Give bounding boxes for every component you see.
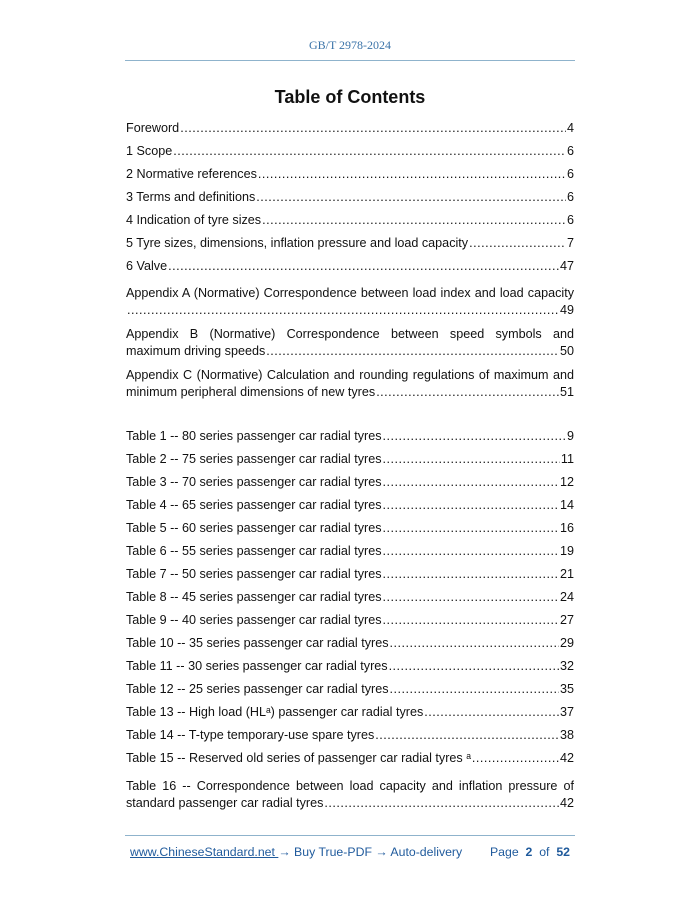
dot-leader (262, 212, 566, 229)
toc-entry-label: minimum peripheral dimensions of new tyres (126, 385, 376, 399)
dot-leader (173, 143, 566, 160)
dot-leader (383, 497, 559, 514)
toc-entry-page: 49 (559, 303, 574, 317)
dot-leader (390, 635, 559, 652)
toc-entry-page: 38 (559, 728, 574, 742)
dot-leader (389, 658, 559, 675)
toc-entry-page: 50 (559, 344, 574, 358)
dot-leader (376, 384, 559, 401)
toc-entry[interactable] (126, 428, 574, 451)
toc-entry-page: 51 (559, 385, 574, 399)
of-word: of (539, 845, 550, 859)
toc-entry[interactable] (126, 302, 574, 320)
toc-entry-page: 35 (559, 682, 574, 696)
footer (130, 845, 570, 859)
toc-entry-multiline[interactable] (126, 777, 574, 813)
current-page: 2 (525, 845, 533, 859)
toc-entry-label-line1: Appendix B (Normative) Correspondence between speed symbols and (126, 327, 574, 341)
toc-entry[interactable] (126, 635, 574, 658)
toc-entry-label: 6 Valve (126, 259, 168, 273)
dot-leader (424, 704, 559, 721)
dot-leader (266, 343, 559, 360)
toc-entry[interactable] (126, 343, 574, 361)
toc-entry-label: Table 6 -- 55 series passenger car radial tyres (126, 544, 382, 558)
toc-entry-label: Table 1 -- 80 series passenger car radial tyres (126, 429, 382, 443)
toc-entry[interactable] (126, 681, 574, 704)
footer-promo: → Buy True-PDF → Auto-delivery (278, 845, 463, 859)
toc-entry-label: Table 5 -- 60 series passenger car radial tyres (126, 521, 382, 535)
toc-entry-page: 6 (566, 190, 574, 204)
toc-entry-page: 32 (559, 659, 574, 673)
page-title: Table of Contents (274, 87, 426, 107)
toc-table-16 (126, 777, 574, 818)
toc-entry-label: maximum driving speeds (126, 344, 266, 358)
dot-leader (168, 258, 559, 275)
toc-entry-label: 2 Normative references (126, 167, 257, 181)
toc-entry[interactable] (126, 451, 574, 474)
toc-entry-multiline[interactable] (126, 325, 574, 361)
dot-leader (383, 543, 559, 560)
footer-divider (125, 835, 575, 836)
toc-entry-label: 1 Scope (126, 144, 173, 158)
toc-entry[interactable] (126, 750, 574, 773)
toc-entry-page: 42 (559, 751, 574, 765)
toc-entry-label-line1: Appendix A (Normative) Correspondence between load index and load capacity (126, 286, 574, 300)
toc-entry[interactable] (126, 566, 574, 589)
dot-leader (375, 727, 559, 744)
toc-entry-page: 6 (566, 167, 574, 181)
document-id-header: GB/T 2978-2024 (308, 38, 392, 52)
toc-entry-label: Table 9 -- 40 series passenger car radial tyres (126, 613, 382, 627)
page-word: Page (489, 845, 519, 859)
toc-entry-page: 16 (559, 521, 574, 535)
toc-entry-label: Table 8 -- 45 series passenger car radial tyres (126, 590, 382, 604)
total-pages: 52 (556, 845, 570, 859)
toc-entry[interactable] (126, 120, 574, 143)
toc-entry-page: 11 (560, 452, 574, 466)
page-indicator (490, 845, 570, 859)
toc-entry-label: Table 2 -- 75 series passenger car radial tyres (126, 452, 382, 466)
toc-entry-page: 24 (559, 590, 574, 604)
toc-appendices (126, 284, 574, 407)
toc-entry-label: 3 Terms and definitions (126, 190, 256, 204)
toc-entry-label: Table 15 -- Reserved old series of passenger car radial tyres ᵃ (126, 751, 471, 765)
toc-entry-multiline[interactable] (126, 366, 574, 402)
dot-leader (383, 428, 566, 445)
dot-leader (180, 120, 566, 137)
toc-entry[interactable] (126, 543, 574, 566)
toc-entry[interactable] (126, 612, 574, 635)
toc-tables (126, 428, 574, 773)
dot-leader (383, 520, 559, 537)
toc-entry[interactable] (126, 727, 574, 750)
toc-entry[interactable] (126, 474, 574, 497)
toc-entry-label: 5 Tyre sizes, dimensions, inflation pressure and load capacity (126, 236, 469, 250)
toc-entry-label: Table 3 -- 70 series passenger car radial tyres (126, 475, 382, 489)
toc-entry-label: Table 12 -- 25 series passenger car radial tyres (126, 682, 389, 696)
toc-entry[interactable] (126, 166, 574, 189)
toc-entry[interactable] (126, 520, 574, 543)
toc-entry-label: Foreword (126, 121, 180, 135)
toc-entry[interactable] (126, 795, 574, 813)
toc-entry[interactable] (126, 658, 574, 681)
dot-leader (472, 750, 559, 767)
toc-entry-page: 27 (559, 613, 574, 627)
dot-leader (383, 474, 559, 491)
toc-entry[interactable] (126, 497, 574, 520)
toc-entry-page: 7 (566, 236, 574, 250)
toc-entry-page: 47 (559, 259, 574, 273)
dot-leader (383, 589, 559, 606)
toc-entry-label: Table 13 -- High load (HLᵃ) passenger car radial tyres (126, 705, 424, 719)
dot-leader (383, 451, 560, 468)
toc-entry-page: 37 (559, 705, 574, 719)
toc-entry[interactable] (126, 212, 574, 235)
website-link[interactable]: www.ChineseStandard.net (130, 845, 279, 859)
dot-leader (258, 166, 566, 183)
toc-entry[interactable] (126, 704, 574, 727)
toc-entry[interactable] (126, 235, 574, 258)
dot-leader (127, 302, 559, 319)
toc-entry-page: 6 (566, 213, 574, 227)
dot-leader (256, 189, 566, 206)
toc-entry[interactable] (126, 143, 574, 166)
toc-entry-page: 14 (559, 498, 574, 512)
toc-entry-label: Table 7 -- 50 series passenger car radial tyres (126, 567, 382, 581)
toc-entry-page: 6 (566, 144, 574, 158)
toc-entry-label: Table 14 -- T-type temporary-use spare tyres (126, 728, 375, 742)
toc-entry[interactable] (126, 384, 574, 402)
toc-sections (126, 120, 574, 281)
toc-entry-label: Table 11 -- 30 series passenger car radial tyres (126, 659, 388, 673)
toc-entry-page: 4 (566, 121, 574, 135)
toc-entry-label: 4 Indication of tyre sizes (126, 213, 262, 227)
toc-entry-multiline[interactable] (126, 284, 574, 320)
toc-entry-label: Table 10 -- 35 series passenger car radial tyres (126, 636, 389, 650)
toc-entry-label-line1: Appendix C (Normative) Calculation and rounding regulations of maximum and (126, 368, 574, 382)
toc-entry-label-line1: Table 16 -- Correspondence between load capacity and inflation pressure of (126, 779, 574, 793)
toc-entry-page: 42 (559, 796, 574, 810)
toc-entry-label: standard passenger car radial tyres (126, 796, 324, 810)
toc-entry-page: 21 (559, 567, 574, 581)
toc-entry[interactable] (126, 189, 574, 212)
header-divider (125, 60, 575, 61)
toc-entry-page: 12 (559, 475, 574, 489)
toc-entry[interactable] (126, 258, 574, 281)
toc-entry-page: 9 (566, 429, 574, 443)
toc-entry-page: 19 (559, 544, 574, 558)
toc-entry[interactable] (126, 589, 574, 612)
dot-leader (390, 681, 559, 698)
toc-entry-label: Table 4 -- 65 series passenger car radial tyres (126, 498, 382, 512)
dot-leader (324, 795, 559, 812)
dot-leader (469, 235, 566, 252)
dot-leader (383, 612, 559, 629)
toc-entry-page: 29 (559, 636, 574, 650)
dot-leader (383, 566, 559, 583)
